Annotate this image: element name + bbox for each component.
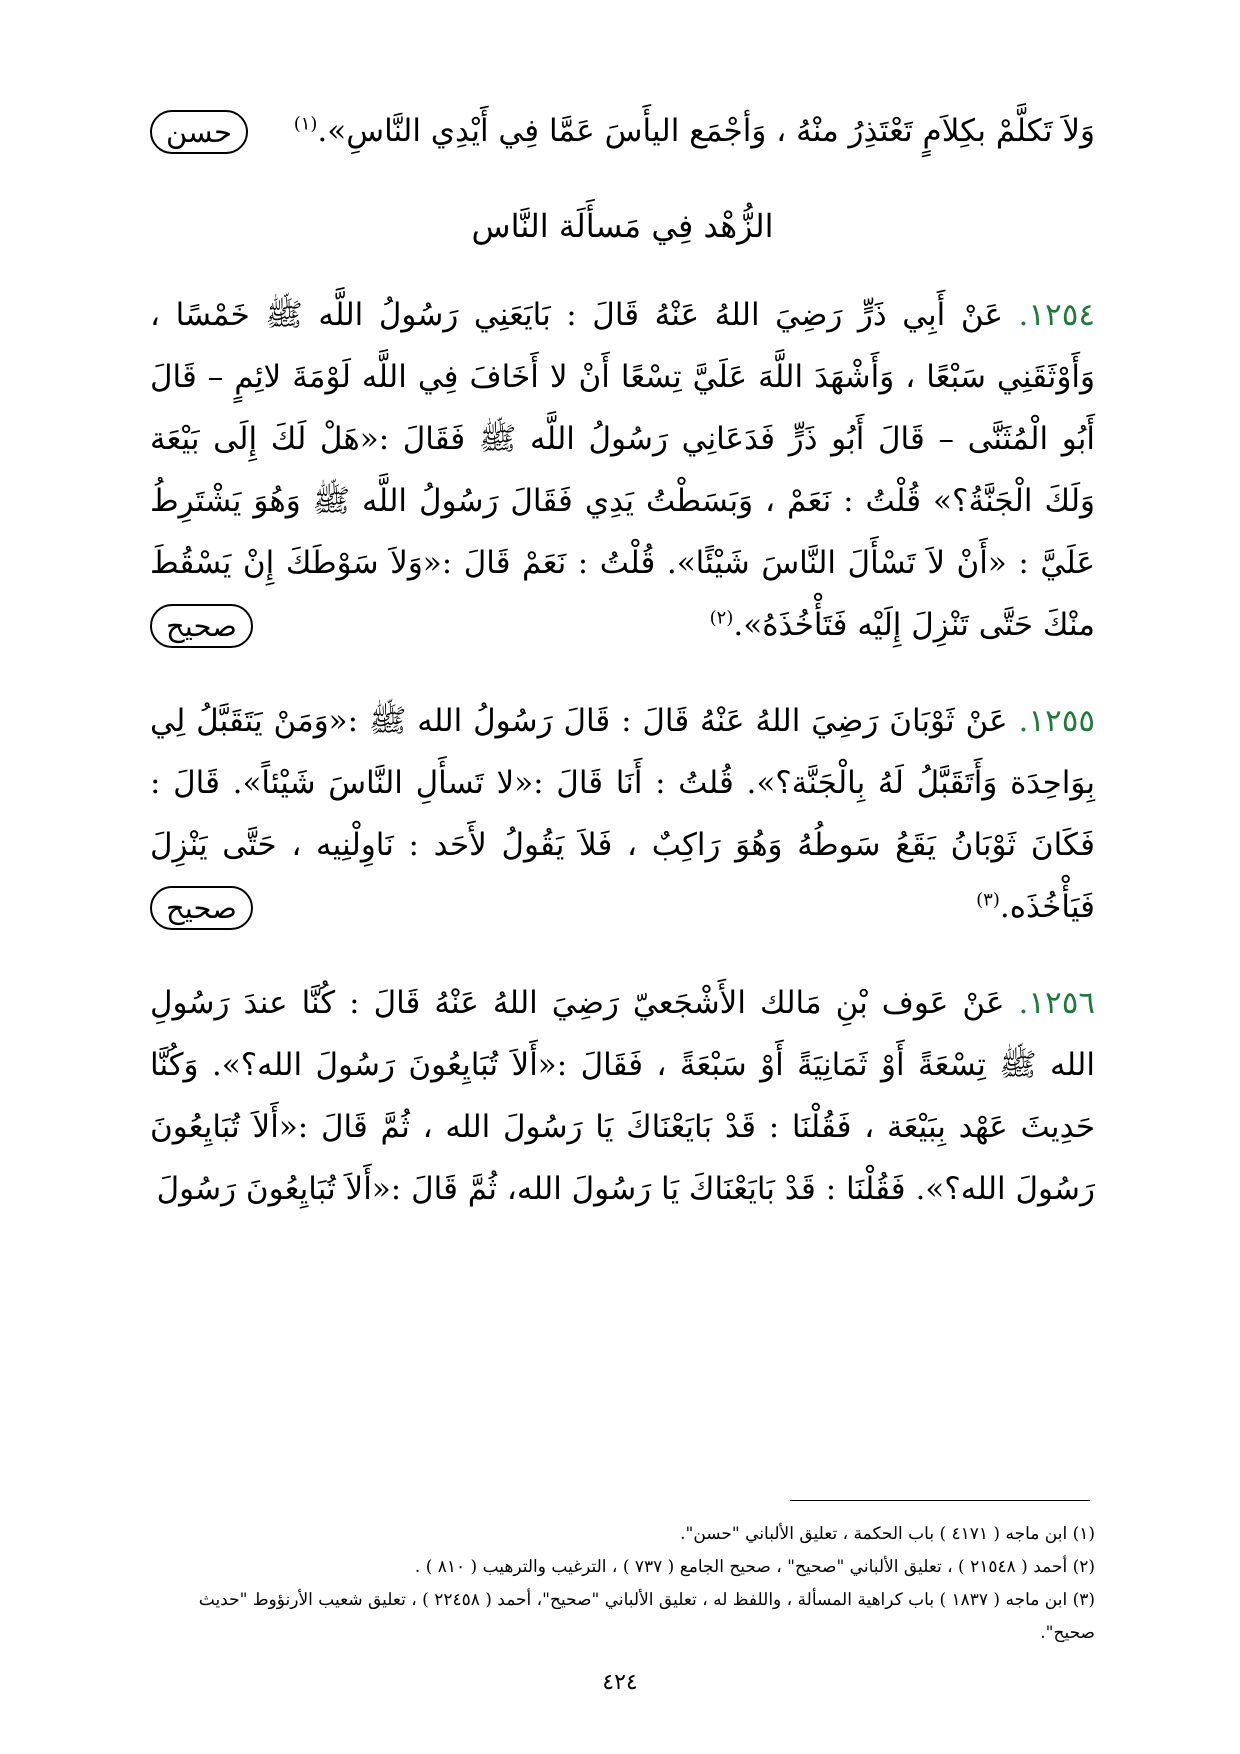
page-body [150, 100, 1095, 1254]
continuation-text: وَلاَ تَكلَّمْ بكِلاَمٍ تَعْتَذِرُ منْهُ ، وَأجْمَع اليأَسَ عَمَّا فِي أَيْدِي النَّاسِ». [317, 113, 1095, 149]
grade-badge: صحيح [150, 604, 253, 648]
footnote-1: (١) ابن ماجه ( ٤١٧١ ) باب الحكمة ، تعليق الألباني "حسن". [680, 1524, 1095, 1544]
footnotes [150, 1518, 1095, 1650]
hadith-1256 [150, 972, 1095, 1220]
grade-badge: صحيح [150, 886, 253, 930]
footnote-ref[interactable]: (٣) [976, 889, 1000, 911]
hadith-1254 [150, 284, 1095, 656]
hadith-text: عَنْ ثَوْبَانَ رَضِيَ اللهُ عَنْهُ قَالَ : قَالَ رَسُولُ الله ﷺ :«وَمَنْ يَتَقَبَّلُ لِي بِوَاحِدَة وَأَتَقَبَّلُ لَهُ بِالْجَنَّة؟». قُلتُ : أَنَا قَالَ :«لا تَسأَلِ النَّاسَ شَيْئاً». قَالَ : فَكَانَ ثَوْبَانُ يَقَعُ سَوطُهُ وَهُوَ رَاكِبٌ ، فَلاَ يَقُولُ لأَحَد : نَاوِلْنِيه ، حَتَّى يَنْزِلَ فَيَأْخُذَه. [150, 703, 1095, 925]
footnote-2: (٢) أحمد ( ٢١٥٤٨ ) ، تعليق الألباني "صحيح" ، صحيح الجامع ( ٧٣٧ ) ، الترغيب والترهيب ( ٨١٠ ) . [414, 1557, 1095, 1577]
hadith-number: ١٢٥٦. [1018, 985, 1095, 1021]
hadith-number: ١٢٥٥. [1018, 703, 1095, 739]
page-number: ٤٢٤ [602, 1670, 638, 1695]
continuation-line [150, 100, 1095, 162]
footnote-3: (٣) ابن ماجه ( ١٨٣٧ ) باب كراهية المسألة ، واللفظ له ، تعليق الألباني "صحيح"، أحمد ( ٢٢٤٥٨ ) ، تعليق شعيب الأرنؤوط "حديث صحيح". [198, 1590, 1095, 1643]
hadith-1255 [150, 690, 1095, 938]
section-heading: الزُّهْد فِي مَسأَلَة النَّاس [471, 207, 774, 245]
hadith-text: عَنْ عَوف بْنِ مَالك الأَشْجَعيّ رَضِيَ اللهُ عَنْهُ قَالَ : كُنَّا عندَ رَسُولِ الله ﷺ تِسْعَةً أَوْ ثَمَانِيَةً أَوْ سَبْعَةً ، فَقَالَ :«أَلاَ تُبَايِعُونَ رَسُولَ الله؟». وَكُنَّا حَدِيثَ عَهْد بِبَيْعَة ، فَقُلْنَا : قَدْ بَايَعْنَاكَ يَا رَسُولَ الله ، ثُمَّ قَالَ :«أَلاَ تُبَايِعُونَ رَسُولَ الله؟». فَقُلْنَا : قَدْ بَايَعْنَاكَ يَا رَسُولَ الله، ثُمَّ قَالَ :«أَلاَ تُبَايِعُونَ رَسُولَ [150, 985, 1095, 1207]
footnote-ref[interactable]: (٢) [709, 607, 734, 629]
footnote-divider [790, 1500, 1090, 1501]
grade-badge: حسن [150, 110, 248, 154]
hadith-text: عَنْ أَبِي ذَرٍّ رَضِيَ اللهُ عَنْهُ قَالَ : بَايَعَنِي رَسُولُ اللَّه ﷺ خَمْسًا ، وَأَوْثَقَنِي سَبْعًا ، وَأَشْهَدَ اللَّهَ عَلَيَّ تِسْعًا أَنْ لا أَخَافَ فِي اللَّه لَوْمَةَ لائِمٍ – قَالَ أَبُو الْمُثَنَّى – قَالَ أَبُو ذَرٍّ فَدَعَانِي رَسُولُ اللَّه ﷺ فَقَالَ :«هَلْ لَكَ إِلَى بَيْعَة وَلَكَ الْجَنَّةُ؟» قُلْتُ : نَعَمْ ، وَبَسَطْتُ يَدِي فَقَالَ رَسُولُ اللَّه ﷺ وَهُوَ يَشْتَرِطُ عَلَيَّ : «أَنْ لاَ تَسْأَلَ النَّاسَ شَيْئًا». قُلْتُ : نَعَمْ قَالَ :«وَلاَ سَوْطَكَ إِنْ يَسْقُطَ منْكَ حَتَّى تَنْزِلَ إِلَيْه فَتَأْخُذَهُ». [150, 297, 1095, 643]
footnote-ref[interactable]: (١) [293, 113, 318, 135]
hadith-number: ١٢٥٤. [1018, 297, 1095, 333]
